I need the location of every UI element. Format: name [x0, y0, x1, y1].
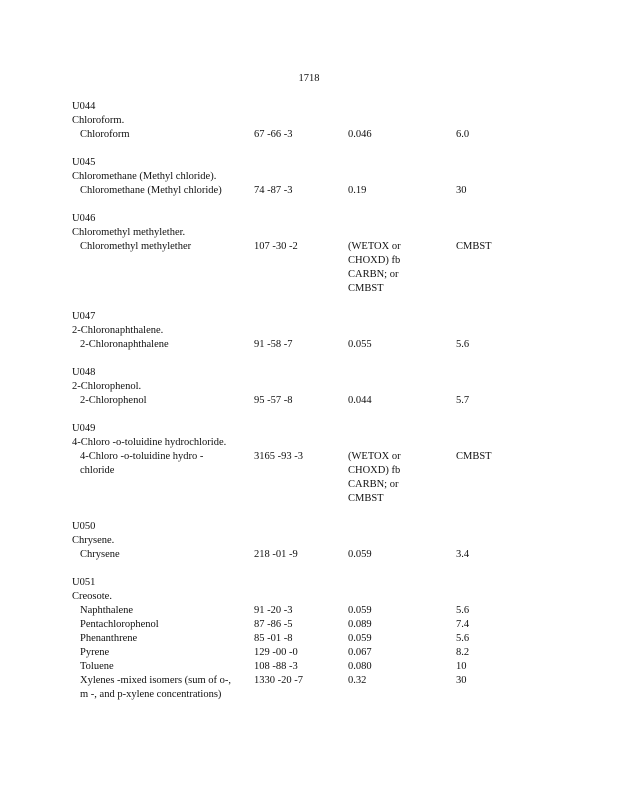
waste-title: 4-Chloro -o-toluidine hydrochloride. — [72, 437, 227, 448]
wastewater-standard: 0.059 — [348, 605, 372, 616]
nonwastewater-standard: 30 — [456, 675, 467, 686]
nonwastewater-standard: 8.2 — [456, 647, 470, 658]
constituent-row — [72, 394, 552, 408]
waste-title: 2-Chloronaphthalene. — [72, 325, 164, 336]
waste-code: U049 — [72, 423, 96, 434]
constituent-name: Toluene — [80, 661, 114, 672]
constituent-row — [72, 646, 552, 660]
cas-number: 218 -01 -9 — [254, 549, 298, 560]
constituent-row — [72, 548, 552, 562]
cas-number: 3165 -93 -3 — [254, 451, 303, 462]
waste-title: Creosote. — [72, 591, 112, 602]
waste-code: U046 — [72, 213, 96, 224]
nonwastewater-standard: 10 — [456, 661, 467, 672]
constituent-row — [72, 184, 552, 198]
cas-number: 87 -86 -5 — [254, 619, 293, 630]
constituent-row — [72, 128, 552, 142]
nonwastewater-standard: 5.7 — [456, 395, 470, 406]
constituent-name: Pentachlorophenol — [80, 619, 159, 630]
waste-code: U050 — [72, 521, 96, 532]
page-number: 1718 — [298, 73, 320, 84]
constituent-name: Chrysene — [80, 549, 120, 560]
constituent-row — [72, 632, 552, 646]
nonwastewater-standard: 30 — [456, 185, 467, 196]
constituent-name: Chloromethyl methylether — [80, 241, 192, 252]
cas-number: 67 -66 -3 — [254, 129, 293, 140]
waste-group-u046 — [72, 212, 552, 296]
waste-title: Chloroform. — [72, 115, 125, 126]
waste-code: U045 — [72, 157, 96, 168]
waste-group-u051 — [72, 576, 552, 702]
constituent-row — [72, 604, 552, 618]
waste-code: U051 — [72, 577, 96, 588]
wastewater-standard: 0.055 — [348, 339, 372, 350]
waste-group-u049 — [72, 422, 552, 506]
wastewater-standard: 0.19 — [348, 185, 367, 196]
waste-code: U047 — [72, 311, 96, 322]
nonwastewater-standard: 7.4 — [456, 619, 470, 630]
waste-title: Chloromethyl methylether. — [72, 227, 186, 238]
constituent-name: 2-Chlorophenol — [80, 395, 147, 406]
wastewater-standard: 0.044 — [348, 395, 372, 406]
nonwastewater-standard: 3.4 — [456, 549, 470, 560]
cas-number: 74 -87 -3 — [254, 185, 293, 196]
constituent-name: 4-Chloro -o-toluidine hydro - chloride — [80, 451, 204, 476]
nonwastewater-standard: CMBST — [456, 241, 492, 252]
nonwastewater-standard: 5.6 — [456, 339, 470, 350]
wastewater-standard: 0.046 — [348, 129, 372, 140]
constituent-name: Xylenes -mixed isomers (sum of o-, m -, and p-xylene concentrations) — [80, 675, 232, 700]
wastewater-standard: 0.059 — [348, 549, 372, 560]
constituent-row — [72, 450, 552, 506]
waste-title: 2-Chlorophenol. — [72, 381, 142, 392]
wastewater-standard: (WETOX or CHOXD) fb CARBN; or CMBST — [348, 241, 401, 294]
constituent-row — [72, 674, 552, 702]
waste-group-u047 — [72, 310, 552, 352]
waste-group-u050 — [72, 520, 552, 562]
wastewater-standard: (WETOX or CHOXD) fb CARBN; or CMBST — [348, 451, 401, 504]
wastewater-standard: 0.080 — [348, 661, 372, 672]
wastewater-standard: 0.067 — [348, 647, 372, 658]
constituent-name: Naphthalene — [80, 605, 134, 616]
constituent-row — [72, 660, 552, 674]
waste-group-u045 — [72, 156, 552, 198]
cas-number: 108 -88 -3 — [254, 661, 298, 672]
nonwastewater-standard: 5.6 — [456, 633, 470, 644]
waste-title: Chrysene. — [72, 535, 115, 546]
constituent-name: Pyrene — [80, 647, 110, 658]
cas-number: 1330 -20 -7 — [254, 675, 303, 686]
waste-group-u048 — [72, 366, 552, 408]
waste-code: U044 — [72, 101, 96, 112]
cas-number: 91 -58 -7 — [254, 339, 293, 350]
constituent-name: Phenanthrene — [80, 633, 138, 644]
waste-title: Chloromethane (Methyl chloride). — [72, 171, 217, 182]
constituent-row — [72, 240, 552, 296]
constituent-name: Chloroform — [80, 129, 130, 140]
nonwastewater-standard: CMBST — [456, 451, 492, 462]
waste-group-u044 — [72, 100, 552, 142]
cas-number: 85 -01 -8 — [254, 633, 293, 644]
waste-code: U048 — [72, 367, 96, 378]
wastewater-standard: 0.059 — [348, 633, 372, 644]
cas-number: 91 -20 -3 — [254, 605, 293, 616]
cas-number: 129 -00 -0 — [254, 647, 298, 658]
treatment-standards-table — [72, 100, 552, 716]
wastewater-standard: 0.32 — [348, 675, 367, 686]
nonwastewater-standard: 6.0 — [456, 129, 470, 140]
constituent-row — [72, 338, 552, 352]
constituent-name: 2-Chloronaphthalene — [80, 339, 169, 350]
constituent-row — [72, 618, 552, 632]
cas-number: 107 -30 -2 — [254, 241, 298, 252]
wastewater-standard: 0.089 — [348, 619, 372, 630]
constituent-name: Chloromethane (Methyl chloride) — [80, 185, 222, 196]
nonwastewater-standard: 5.6 — [456, 605, 470, 616]
cas-number: 95 -57 -8 — [254, 395, 293, 406]
